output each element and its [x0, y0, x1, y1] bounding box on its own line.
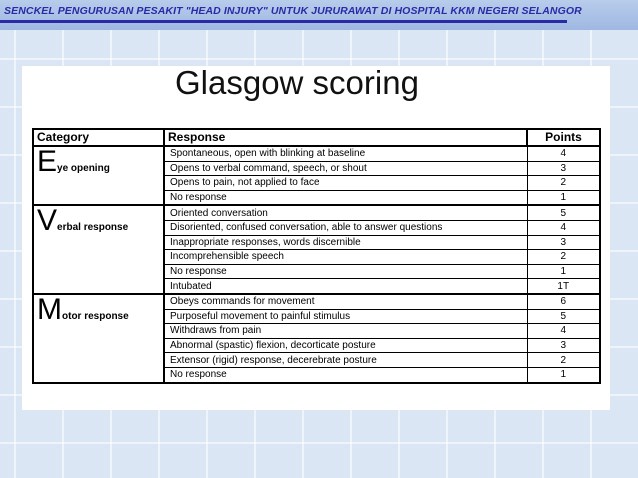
response-cell: Withdraws from pain — [164, 324, 527, 339]
response-cell: Purposeful movement to painful stimulus — [164, 309, 527, 324]
table-header-row — [33, 129, 600, 146]
header-rule — [0, 20, 567, 23]
points-cell: 1 — [527, 190, 600, 205]
response-cell: Extensor (rigid) response, decerebrate posture — [164, 353, 527, 368]
response-cell: Incomprehensible speech — [164, 250, 527, 265]
points-cell: 4 — [527, 220, 600, 235]
category-label: otor response — [62, 310, 129, 322]
response-cell: Obeys commands for movement — [164, 294, 527, 309]
points-cell: 1 — [527, 367, 600, 382]
column-header-response: Response — [164, 129, 527, 146]
response-cell: No response — [164, 190, 527, 205]
response-cell: Opens to verbal command, speech, or shout — [164, 161, 527, 176]
header-title: SENCKEL PENGURUSAN PESAKIT "HEAD INJURY" UNTUK JURURAWAT DI HOSPITAL KKM NEGERI SELANGOR — [4, 5, 582, 17]
glasgow-table — [32, 128, 601, 384]
points-cell: 5 — [527, 205, 600, 220]
category-letter: V — [37, 205, 58, 238]
points-cell: 4 — [527, 146, 600, 161]
category-cell — [33, 294, 164, 383]
points-cell: 1 — [527, 264, 600, 279]
table-row — [33, 205, 600, 220]
column-header-category: Category — [33, 129, 164, 146]
points-cell: 3 — [527, 161, 600, 176]
points-cell: 3 — [527, 235, 600, 250]
category-letter: E — [37, 146, 58, 178]
response-cell: No response — [164, 264, 527, 279]
category-cell — [33, 205, 164, 294]
response-cell: Oriented conversation — [164, 205, 527, 220]
points-cell: 1T — [527, 279, 600, 294]
response-cell: Disoriented, confused conversation, able to answer questions — [164, 220, 527, 235]
category-label: erbal response — [57, 222, 129, 234]
table-row — [33, 146, 600, 161]
table-row — [33, 294, 600, 309]
points-cell: 2 — [527, 353, 600, 368]
response-cell: Inappropriate responses, words discernible — [164, 235, 527, 250]
category-letter: M — [37, 293, 62, 326]
points-cell: 5 — [527, 309, 600, 324]
category-cell — [33, 146, 164, 205]
table-body — [33, 146, 600, 383]
response-cell: Opens to pain, not applied to face — [164, 176, 527, 191]
response-cell: Spontaneous, open with blinking at baseline — [164, 146, 527, 161]
response-cell: Abnormal (spastic) flexion, decorticate posture — [164, 338, 527, 353]
points-cell: 2 — [527, 176, 600, 191]
column-header-points: Points — [527, 129, 600, 146]
points-cell: 4 — [527, 324, 600, 339]
points-cell: 6 — [527, 294, 600, 309]
response-cell: Intubated — [164, 279, 527, 294]
slide-title: Glasgow scoring — [175, 64, 419, 101]
points-cell: 2 — [527, 250, 600, 265]
response-cell: No response — [164, 367, 527, 382]
category-label: ye opening — [57, 163, 110, 174]
points-cell: 3 — [527, 338, 600, 353]
